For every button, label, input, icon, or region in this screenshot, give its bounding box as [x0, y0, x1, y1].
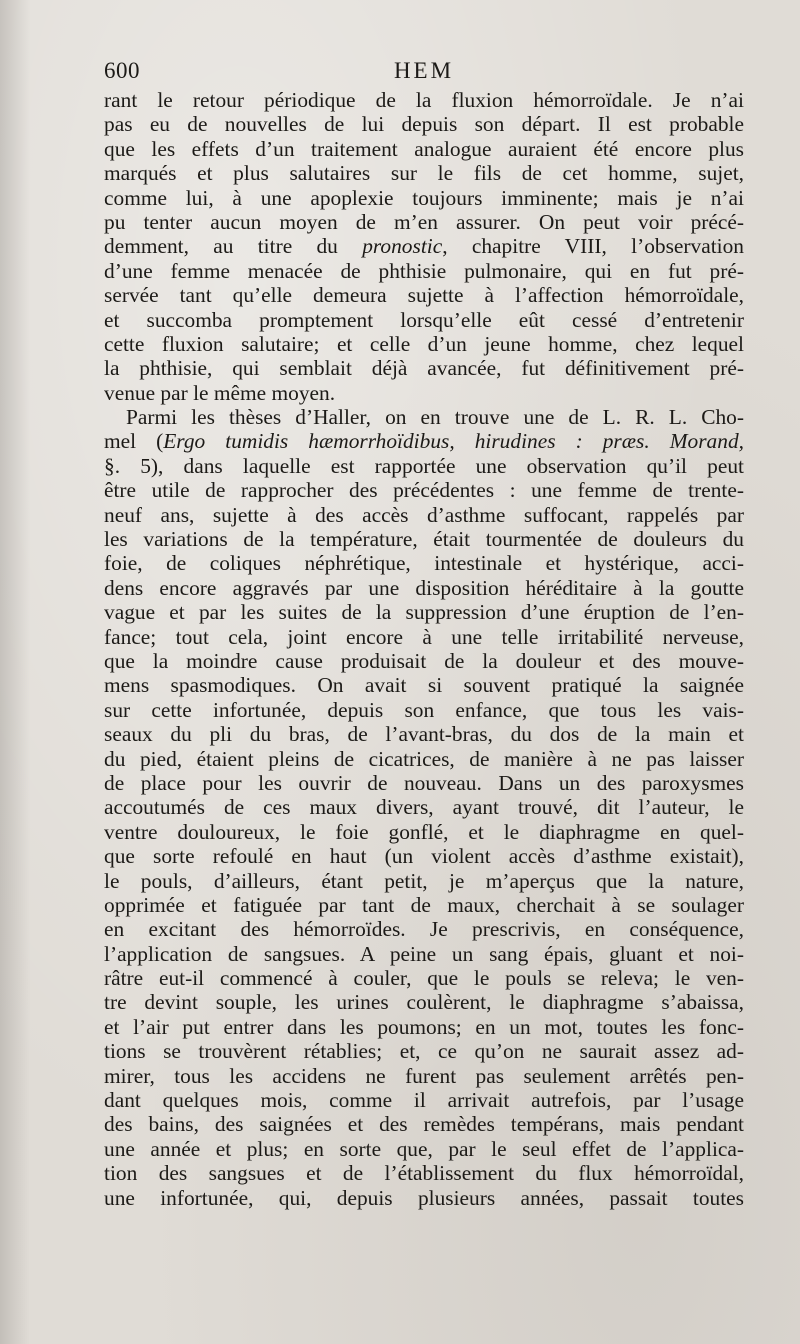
- text-line: mirer, tous les accidens ne furent pas seulement arrêtés pen-: [104, 1063, 744, 1088]
- text-line: neuf ans, sujette à des accès d’asthme suffocant, rappelés par: [104, 502, 744, 527]
- text-line: l’application de sangsues. A peine un sang épais, gluant et noi-: [104, 941, 744, 966]
- text-line: que la moindre cause produisait de la douleur et des mouve-: [104, 648, 744, 673]
- page-number: 600: [104, 58, 140, 83]
- text-line: ventre douloureux, le foie gonflé, et le diaphragme en quel-: [104, 819, 744, 844]
- text-line: tions se trouvèrent rétablies; et, ce qu’on ne saurait assez ad-: [104, 1039, 744, 1064]
- text-line: des bains, des saignées et des remèdes tempérans, mais pendant: [104, 1112, 744, 1137]
- text-line: les variations de la température, était tourmentée de douleurs du: [104, 527, 744, 552]
- text-line: [104, 429, 744, 453]
- text-line: venue par le même moyen.: [104, 380, 336, 405]
- text-segment: demment, au titre du: [104, 234, 363, 259]
- text-line: foie, de coliques néphrétique, intestinale et hystérique, acci-: [104, 551, 744, 576]
- text-line: et succomba promptement lorsqu’elle eût cessé d’entretenir: [104, 307, 744, 332]
- text-line: tion des sangsues et de l’établissement du flux hémorroïdal,: [104, 1161, 744, 1186]
- body-text: [104, 88, 744, 1210]
- text-line: que sorte refoulé en haut (un violent accès d’asthme existait),: [104, 844, 744, 869]
- italic-segment: Ergo tumidis hæmorrhoïdibus, hirudines : præs. Morand,: [163, 429, 744, 454]
- text-line: accoutumés de ces maux divers, ayant trouvé, dit l’auteur, le: [104, 795, 744, 820]
- text-line: pu tenter aucun moyen de m’en assurer. On peut voir précé-: [104, 209, 744, 234]
- text-line: dens encore aggravés par une disposition héréditaire à la goutte: [104, 575, 744, 600]
- page-header: [104, 58, 744, 88]
- italic-segment: pronostic: [362, 234, 443, 259]
- text-line: vague et par les suites de la suppression d’une éruption de l’en-: [104, 600, 744, 625]
- text-line: fance; tout cela, joint encore à une telle irritabilité nerveuse,: [104, 624, 744, 649]
- text-line: et l’air put entrer dans les poumons; en un mot, toutes les fonc-: [104, 1014, 744, 1039]
- text-line: en excitant des hémorroïdes. Je prescrivis, en conséquence,: [104, 917, 744, 942]
- text-segment: mel (: [104, 429, 164, 454]
- text-segment: , chapitre VIII, l’observation: [442, 234, 744, 259]
- text-line: mens spasmodiques. On avait si souvent pratiqué la saignée: [104, 673, 744, 698]
- text-line: le pouls, d’ailleurs, étant petit, je m’aperçus que la nature,: [104, 868, 744, 893]
- gutter-shadow: [0, 0, 30, 1344]
- text-line: tre devint souple, les urines coulèrent, le diaphragme s’abaissa,: [104, 990, 744, 1015]
- text-line: de place pour les ouvrir de nouveau. Dans un des paroxysmes: [104, 770, 744, 795]
- text-line: râtre eut-il commencé à couler, que le pouls se releva; le ven-: [104, 966, 744, 991]
- text-line: la phthisie, qui semblait déjà avancée, fut définitivement pré-: [104, 356, 744, 381]
- running-head: HEM: [393, 58, 455, 83]
- text-line: [104, 234, 744, 258]
- text-line: dant quelques mois, comme il arrivait autrefois, par l’usage: [104, 1088, 744, 1113]
- text-line: être utile de rapprocher des précédentes : une femme de trente-: [104, 478, 744, 503]
- text-line: que les effets d’un traitement analogue auraient été encore plus: [104, 136, 744, 161]
- text-line: cette fluxion salutaire; et celle d’un jeune homme, chez lequel: [104, 331, 744, 356]
- text-line: une infortunée, qui, depuis plusieurs années, passait toutes: [104, 1185, 744, 1210]
- text-line: d’une femme menacée de phthisie pulmonaire, qui en fut pré-: [104, 258, 744, 283]
- text-line: du pied, étaient pleins de cicatrices, de manière à ne pas laisser: [104, 746, 744, 771]
- text-line: Parmi les thèses d’Haller, on en trouve une de L. R. L. Cho-: [126, 405, 744, 430]
- text-line: sur cette infortunée, depuis son enfance, que tous les vais-: [104, 697, 744, 722]
- text-line: opprimée et fatiguée par tant de maux, cherchait à se soulager: [104, 892, 744, 917]
- text-line: servée tant qu’elle demeura sujette à l’affection hémorroïdale,: [104, 283, 744, 308]
- text-line: marqués et plus salutaires sur le fils de cet homme, sujet,: [104, 161, 744, 186]
- text-line: pas eu de nouvelles de lui depuis son départ. Il est probable: [104, 112, 744, 137]
- text-line: seaux du pli du bras, de l’avant-bras, du dos de la main et: [104, 722, 744, 747]
- text-line: rant le retour périodique de la fluxion hémorroïdale. Je n’ai: [104, 88, 744, 112]
- text-line: comme lui, à une apoplexie toujours imminente; mais je n’ai: [104, 185, 744, 210]
- text-line: §. 5), dans laquelle est rapportée une observation qu’il peut: [104, 453, 744, 478]
- text-line: une année et plus; en sorte que, par le seul effet de l’applica-: [104, 1136, 744, 1161]
